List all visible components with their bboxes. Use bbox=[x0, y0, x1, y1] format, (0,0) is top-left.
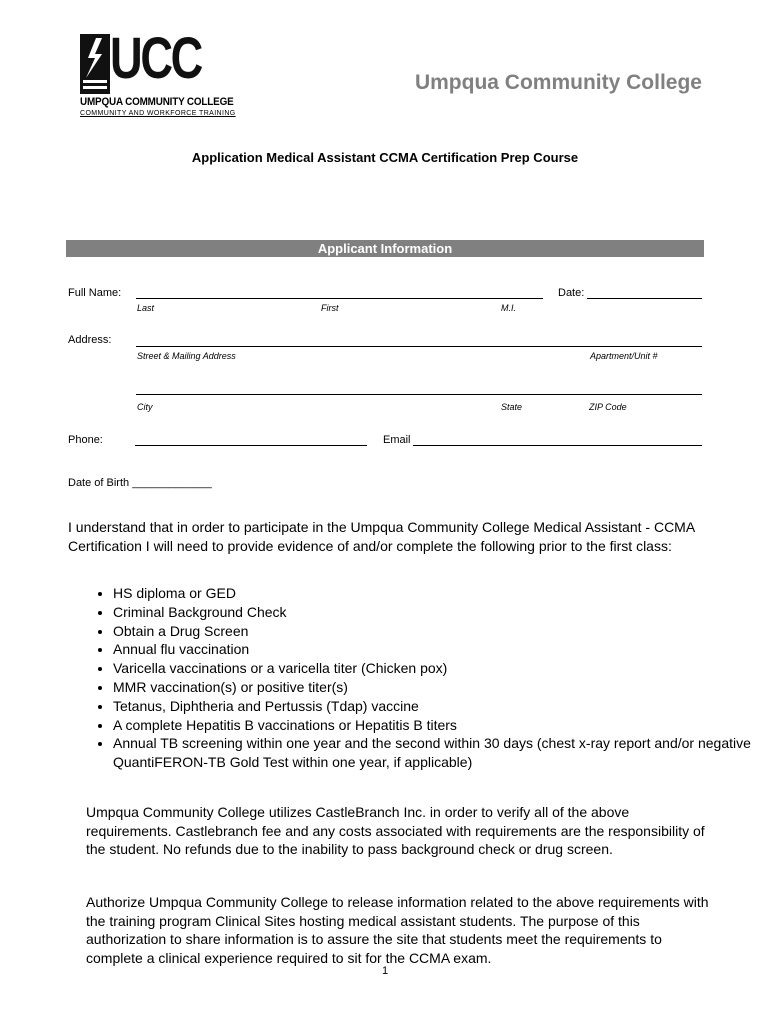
date-label: Date: bbox=[558, 287, 585, 299]
city-state-zip-field[interactable] bbox=[136, 394, 702, 395]
phone-field[interactable] bbox=[135, 445, 367, 446]
last-name-caption: Last bbox=[137, 303, 155, 313]
logo-wordmark: UCC bbox=[110, 26, 202, 91]
section-header-applicant: Applicant Information bbox=[66, 240, 704, 257]
document-title: Application Medical Assistant CCMA Certification Prep Course bbox=[191, 150, 579, 165]
list-item: • MMR vaccination(s) or positive titer(s) bbox=[113, 678, 770, 697]
list-item: • Obtain a Drug Screen bbox=[113, 622, 770, 641]
page-number: 1 bbox=[381, 965, 389, 977]
logo-subtitle: COMMUNITY AND WORKFORCE TRAINING bbox=[80, 110, 236, 117]
first-name-caption: First bbox=[321, 303, 339, 313]
phone-label: Phone: bbox=[68, 434, 103, 446]
full-name-label: Full Name: bbox=[68, 287, 122, 299]
middle-initial-caption: M.I. bbox=[501, 303, 516, 313]
city-caption: City bbox=[137, 402, 153, 412]
lightning-bolt-icon bbox=[80, 34, 110, 94]
list-item: • A complete Hepatitis B vaccinations or Hepatitis B titers bbox=[113, 716, 770, 735]
castlebranch-paragraph: Umpqua Community College utilizes CastleBranch Inc. in order to verify all of the above requirements. Castlebranch fee and any costs associated with requirements are the responsibility of the student. No refunds due to the inability to pass background check or drug screen. bbox=[86, 804, 705, 857]
intro-paragraph: I understand that in order to participate in the Umpqua Community College Medical Assistant - CCMA Certification I will need to provide evidence of and/or complete the following prior to the first class: bbox=[68, 519, 695, 554]
list-item: • Tetanus, Diphtheria and Pertussis (Tdap) vaccine bbox=[113, 697, 770, 716]
street-caption: Street & Mailing Address bbox=[137, 351, 236, 361]
street-address-field[interactable] bbox=[136, 346, 702, 347]
apartment-caption: Apartment/Unit # bbox=[590, 351, 658, 361]
logo-college-name: UMPQUA COMMUNITY COLLEGE bbox=[80, 96, 234, 108]
list-item: • Annual TB screening within one year and the second within 30 days (chest x-ray report and/or negative QuantiFERON-TB Gold Test within one year, if applicable) bbox=[113, 734, 770, 772]
address-label: Address: bbox=[68, 334, 112, 346]
list-item: • HS diploma or GED bbox=[113, 584, 770, 603]
full-name-field[interactable] bbox=[136, 298, 543, 299]
date-of-birth-label[interactable]: Date of Birth _____________ bbox=[68, 477, 212, 489]
list-item: • Criminal Background Check bbox=[113, 603, 770, 622]
ucc-logo bbox=[80, 26, 236, 124]
email-label: Email bbox=[383, 434, 411, 446]
date-field[interactable] bbox=[587, 298, 702, 299]
list-item: • Annual flu vaccination bbox=[113, 640, 770, 659]
college-name: Umpqua Community College bbox=[414, 71, 702, 94]
requirements-list bbox=[60, 584, 770, 772]
list-item: • Varicella vaccinations or a varicella titer (Chicken pox) bbox=[113, 659, 770, 678]
zip-caption: ZIP Code bbox=[589, 402, 627, 412]
authorization-paragraph: Authorize Umpqua Community College to release information related to the above requirements with the training program Clinical Sites hosting medical assistant students. The purpose of this authorization to share information is to assure the site that students meet the requirements to complete a clinical experience required to sit for the CCMA exam. bbox=[86, 894, 709, 966]
email-field[interactable] bbox=[413, 445, 702, 446]
state-caption: State bbox=[501, 402, 523, 412]
